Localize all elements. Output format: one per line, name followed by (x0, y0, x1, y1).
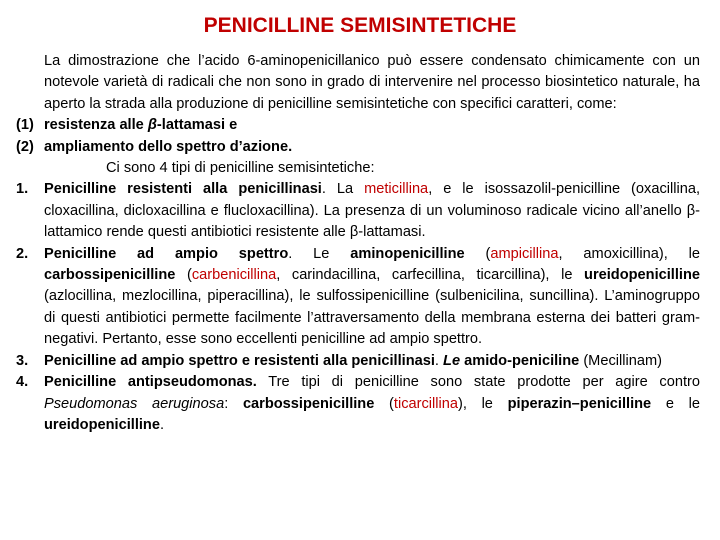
drug-name: ticarcillina (393, 395, 458, 412)
feature-number: (1) (16, 117, 34, 134)
drug-class: aminopenicilline (350, 245, 465, 262)
feature-item-1 (16, 115, 700, 136)
item-heading: Penicilline ad ampio spettro (44, 245, 289, 262)
item-heading: Penicilline antipseudomonas. (44, 374, 257, 391)
item-text: , e le isossazolil-penicilline (oxacillina, cloxacillina, dicloxacillina e flucloxacillina). La presenza di un voluminoso radicale vicino all’anello β-lattamico rende questi antibiotici resistente alle β-lattamasi. (44, 181, 700, 241)
item-text: . La (321, 181, 365, 198)
drug-class: carbossipenicilline (44, 267, 176, 284)
list-item-text (44, 351, 700, 372)
item-text: . (434, 352, 444, 369)
list-item-text (44, 179, 700, 243)
list-item-number: 2. (16, 245, 29, 262)
item-text: : (224, 395, 243, 412)
list-item-number: 3. (16, 352, 29, 369)
item-text-emphasis: Le (443, 352, 461, 369)
feature-text: ampliamento dello spettro d’azione. (44, 138, 293, 155)
item-text: Tre tipi di penicilline sono state prodotte per agire contro (256, 374, 700, 391)
drug-name: ampicillina (490, 245, 559, 262)
types-intro: Ci sono 4 tipi di penicilline semisintetiche: (106, 160, 375, 177)
item-text: ( (374, 395, 394, 412)
list-item-3 (16, 351, 700, 372)
drug-class: ureidopenicilline (584, 267, 700, 284)
feature-item-2 (16, 137, 700, 158)
item-text: , amoxicillina), le (558, 245, 700, 262)
drug-class: piperazin–penicilline (507, 395, 652, 412)
list-item-1 (16, 179, 700, 243)
drug-name: meticillina (364, 181, 429, 198)
item-text: (Mecillinam) (579, 352, 662, 369)
intro-paragraph: La dimostrazione che l’acido 6-aminopenicillanico può essere condensato chimicamente con un notevole varietà di radicali che non sono in grado di intervenire nel processo biosintetico naturale, ha aperto la strada alla produzione di penicilline semisintetiche con specifici caratteri, come: (44, 53, 700, 112)
feature-text (44, 115, 700, 136)
species-name: Pseudomonas aeruginosa (44, 395, 225, 412)
item-text: ( (175, 267, 192, 284)
list-item-text (44, 372, 700, 436)
item-text: e le (651, 395, 700, 412)
item-text: (azlocillina, mezlocillina, piperacillina), le sulfossipenicilline (sulbenicilina, suncillina). L’aminogruppo di questi antibiotici permette facilmente l’attraversamento della membrana esterna dei batteri gram-negativi. Pertanto, esse sono eccellenti penicilline ad ampio spettro. (44, 288, 700, 348)
list-item-2 (16, 244, 700, 351)
list-item-text (44, 244, 700, 351)
drug-class: carbossipenicilline (242, 395, 375, 412)
feature-number: (2) (16, 138, 34, 155)
item-heading: Penicilline ad ampio spettro e resistenti alla penicillinasi (44, 352, 435, 369)
item-text: . Le (288, 245, 351, 262)
page-title: PENICILLINE SEMISINTETICHE (203, 14, 517, 37)
feature-text-part: -lattamasi e (156, 117, 238, 134)
item-text: ( (464, 245, 491, 262)
list-item-number: 4. (16, 374, 29, 391)
list-item-number: 1. (16, 181, 29, 198)
item-text: . (159, 416, 165, 433)
list-item-4 (16, 372, 700, 436)
drug-class: amido-peniciline (460, 352, 580, 369)
feature-text-part: resistenza alle (44, 117, 148, 134)
item-text: ), le (457, 395, 508, 412)
beta-symbol: β (147, 117, 157, 134)
drug-name: carbenicillina (191, 267, 277, 284)
slide-body (16, 51, 700, 436)
drug-class: ureidopenicilline (44, 416, 160, 433)
item-text: , carindacillina, carfecillina, ticarcillina), le (276, 267, 585, 284)
item-heading: Penicilline resistenti alla penicillinasi (44, 181, 322, 198)
